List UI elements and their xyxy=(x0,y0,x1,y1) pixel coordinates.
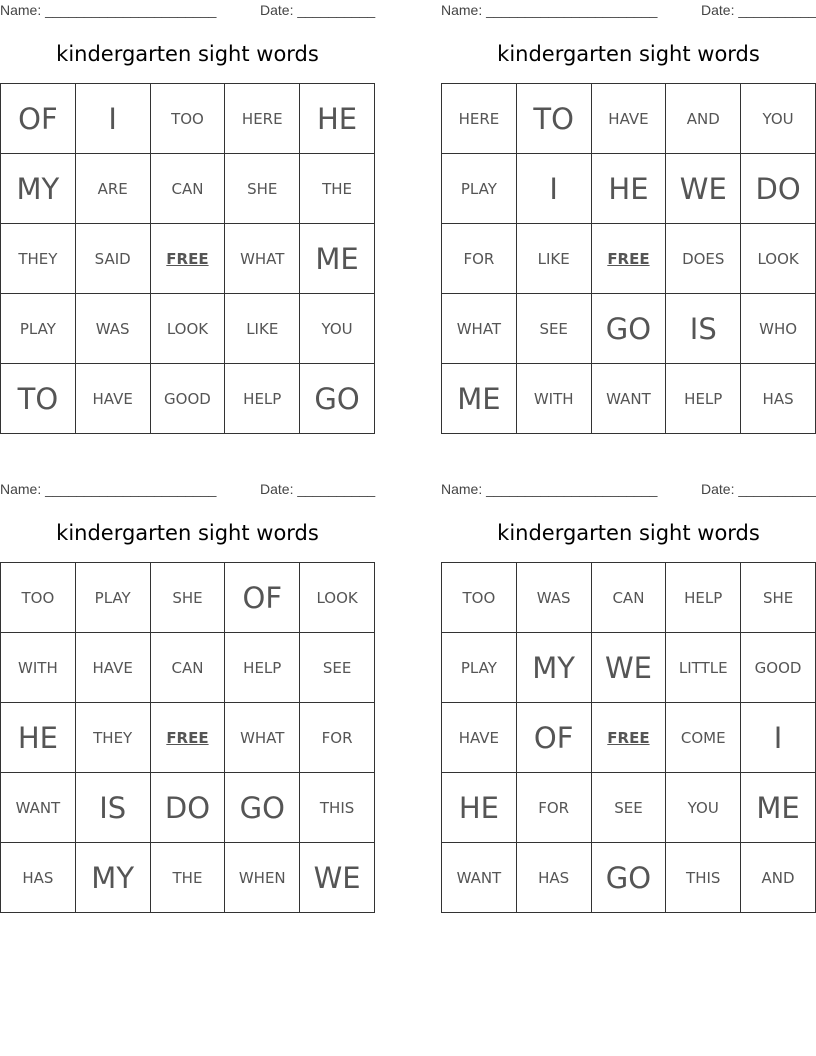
word-cell: IS xyxy=(666,294,741,364)
bingo-row xyxy=(442,843,816,913)
word-cell: DOES xyxy=(666,224,741,294)
word-cell: LITTLE xyxy=(666,633,741,703)
date-field: Date: __________ xyxy=(260,481,376,497)
word-cell: THE xyxy=(150,843,225,913)
word-cell: HE xyxy=(591,154,666,224)
word-cell: CAN xyxy=(150,633,225,703)
date-field: Date: __________ xyxy=(701,2,816,18)
bingo-card xyxy=(0,479,375,911)
name-field: Name: ______________________ xyxy=(441,2,658,18)
word-cell: WANT xyxy=(591,364,666,434)
word-cell: I xyxy=(75,84,150,154)
word-cell: HERE xyxy=(225,84,300,154)
word-cell: HELP xyxy=(666,364,741,434)
bingo-card xyxy=(441,479,816,911)
bingo-row xyxy=(1,773,375,843)
word-cell: HERE xyxy=(442,84,517,154)
card-header xyxy=(441,479,816,499)
word-cell: TOO xyxy=(442,563,517,633)
word-cell: WHAT xyxy=(225,224,300,294)
word-cell: AND xyxy=(666,84,741,154)
word-cell: HAS xyxy=(516,843,591,913)
bingo-row xyxy=(442,703,816,773)
bingo-grid xyxy=(441,83,816,434)
free-space: FREE xyxy=(150,224,225,294)
word-cell: SEE xyxy=(591,773,666,843)
word-cell: COME xyxy=(666,703,741,773)
word-cell: HELP xyxy=(225,633,300,703)
bingo-row xyxy=(1,843,375,913)
card-title: kindergarten sight words xyxy=(497,521,760,545)
bingo-row xyxy=(442,633,816,703)
word-cell: DO xyxy=(150,773,225,843)
bingo-row xyxy=(1,154,375,224)
word-cell: ME xyxy=(741,773,816,843)
word-cell: PLAY xyxy=(442,154,517,224)
word-cell: HAS xyxy=(741,364,816,434)
name-field: Name: ______________________ xyxy=(0,481,217,497)
word-cell: WAS xyxy=(516,563,591,633)
word-cell: WE xyxy=(666,154,741,224)
word-cell: THIS xyxy=(666,843,741,913)
word-cell: ME xyxy=(442,364,517,434)
word-cell: MY xyxy=(516,633,591,703)
word-cell: WE xyxy=(300,843,375,913)
word-cell: OF xyxy=(1,84,76,154)
card-title: kindergarten sight words xyxy=(56,42,319,66)
word-cell: ARE xyxy=(75,154,150,224)
bingo-row xyxy=(1,364,375,434)
word-cell: YOU xyxy=(666,773,741,843)
word-cell: THE xyxy=(300,154,375,224)
word-cell: HELP xyxy=(666,563,741,633)
bingo-row xyxy=(442,563,816,633)
bingo-row xyxy=(1,84,375,154)
bingo-row xyxy=(442,773,816,843)
word-cell: TO xyxy=(1,364,76,434)
word-cell: I xyxy=(741,703,816,773)
word-cell: GO xyxy=(300,364,375,434)
word-cell: SEE xyxy=(516,294,591,364)
word-cell: YOU xyxy=(300,294,375,364)
word-cell: ME xyxy=(300,224,375,294)
bingo-row xyxy=(442,154,816,224)
word-cell: HAVE xyxy=(75,364,150,434)
word-cell: HELP xyxy=(225,364,300,434)
word-cell: HE xyxy=(442,773,517,843)
word-cell: WANT xyxy=(442,843,517,913)
word-cell: THIS xyxy=(300,773,375,843)
bingo-row xyxy=(1,633,375,703)
word-cell: SHE xyxy=(150,563,225,633)
word-cell: SHE xyxy=(741,563,816,633)
word-cell: WITH xyxy=(1,633,76,703)
card-header xyxy=(441,0,816,20)
word-cell: OF xyxy=(225,563,300,633)
word-cell: LOOK xyxy=(150,294,225,364)
word-cell: HAS xyxy=(1,843,76,913)
word-cell: AND xyxy=(741,843,816,913)
word-cell: LOOK xyxy=(300,563,375,633)
word-cell: WHAT xyxy=(442,294,517,364)
bingo-row xyxy=(1,703,375,773)
word-cell: SAID xyxy=(75,224,150,294)
word-cell: I xyxy=(516,154,591,224)
word-cell: FOR xyxy=(300,703,375,773)
word-cell: WAS xyxy=(75,294,150,364)
bingo-row xyxy=(1,294,375,364)
bingo-row xyxy=(442,224,816,294)
word-cell: LIKE xyxy=(225,294,300,364)
card-header xyxy=(0,479,375,499)
card-title: kindergarten sight words xyxy=(56,521,319,545)
word-cell: LIKE xyxy=(516,224,591,294)
free-space: FREE xyxy=(591,224,666,294)
word-cell: WHO xyxy=(741,294,816,364)
bingo-row xyxy=(1,224,375,294)
word-cell: OF xyxy=(516,703,591,773)
word-cell: TO xyxy=(516,84,591,154)
name-field: Name: ______________________ xyxy=(0,2,217,18)
word-cell: PLAY xyxy=(75,563,150,633)
word-cell: GO xyxy=(591,294,666,364)
word-cell: MY xyxy=(75,843,150,913)
word-cell: THEY xyxy=(1,224,76,294)
bingo-row xyxy=(442,294,816,364)
word-cell: WHEN xyxy=(225,843,300,913)
word-cell: GO xyxy=(591,843,666,913)
bingo-row xyxy=(442,84,816,154)
word-cell: HE xyxy=(1,703,76,773)
word-cell: LOOK xyxy=(741,224,816,294)
word-cell: FOR xyxy=(516,773,591,843)
word-cell: WANT xyxy=(1,773,76,843)
free-space: FREE xyxy=(150,703,225,773)
word-cell: PLAY xyxy=(442,633,517,703)
date-field: Date: __________ xyxy=(260,2,376,18)
word-cell: WHAT xyxy=(225,703,300,773)
word-cell: GO xyxy=(225,773,300,843)
card-title: kindergarten sight words xyxy=(497,42,760,66)
word-cell: THEY xyxy=(75,703,150,773)
bingo-grid xyxy=(0,562,375,913)
bingo-grid xyxy=(441,562,816,913)
word-cell: PLAY xyxy=(1,294,76,364)
word-cell: MY xyxy=(1,154,76,224)
free-space: FREE xyxy=(591,703,666,773)
word-cell: SEE xyxy=(300,633,375,703)
bingo-row xyxy=(1,563,375,633)
date-field: Date: __________ xyxy=(701,481,816,497)
card-header xyxy=(0,0,375,20)
word-cell: HE xyxy=(300,84,375,154)
word-cell: SHE xyxy=(225,154,300,224)
bingo-card xyxy=(0,0,375,432)
bingo-card xyxy=(441,0,816,432)
word-cell: TOO xyxy=(150,84,225,154)
word-cell: WITH xyxy=(516,364,591,434)
word-cell: HAVE xyxy=(75,633,150,703)
word-cell: HAVE xyxy=(591,84,666,154)
word-cell: IS xyxy=(75,773,150,843)
word-cell: DO xyxy=(741,154,816,224)
bingo-row xyxy=(442,364,816,434)
word-cell: FOR xyxy=(442,224,517,294)
word-cell: TOO xyxy=(1,563,76,633)
name-field: Name: ______________________ xyxy=(441,481,658,497)
word-cell: CAN xyxy=(150,154,225,224)
word-cell: GOOD xyxy=(741,633,816,703)
word-cell: YOU xyxy=(741,84,816,154)
bingo-grid xyxy=(0,83,375,434)
word-cell: HAVE xyxy=(442,703,517,773)
word-cell: WE xyxy=(591,633,666,703)
word-cell: CAN xyxy=(591,563,666,633)
word-cell: GOOD xyxy=(150,364,225,434)
